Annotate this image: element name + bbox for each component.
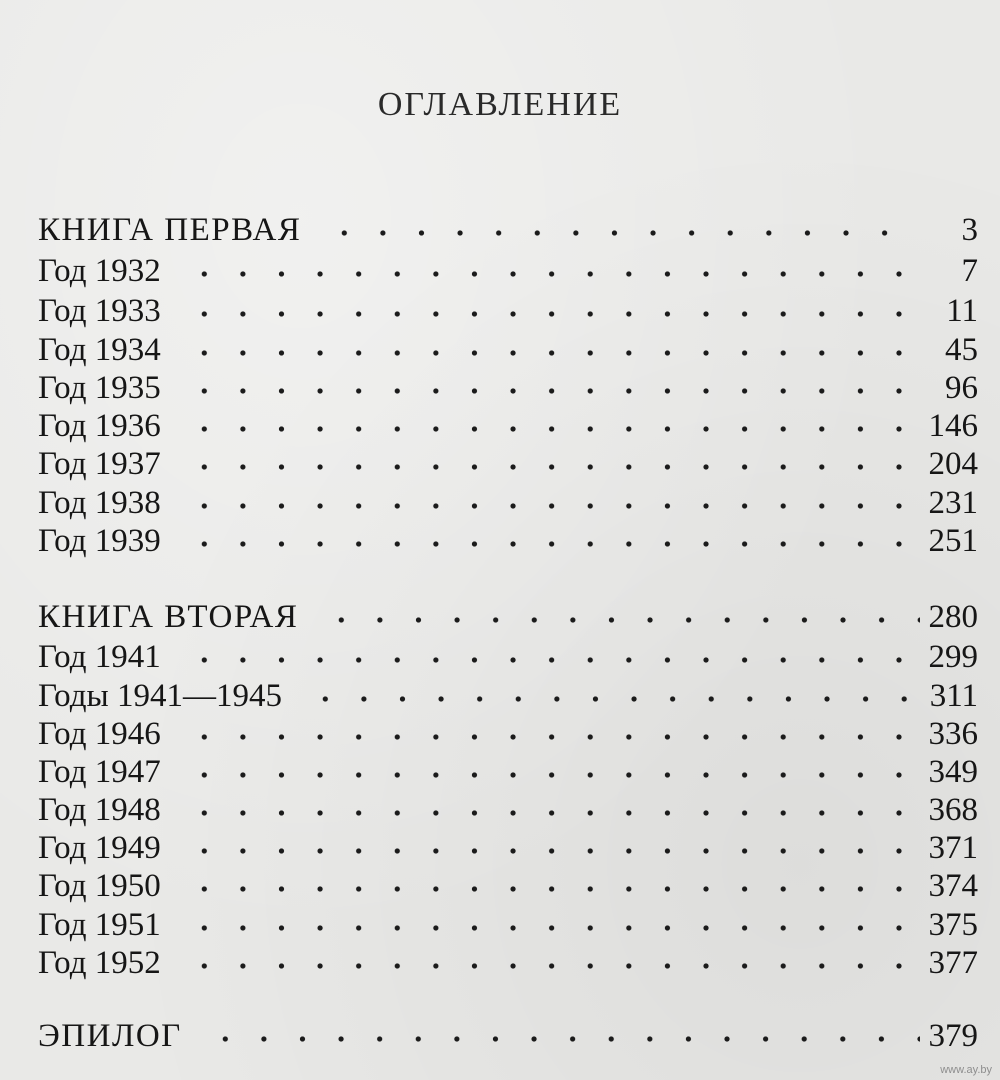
dot-leader <box>175 858 920 896</box>
toc-entry-page: 349 <box>928 754 978 790</box>
toc-entry-title: Год 1934 <box>38 332 161 368</box>
toc-entry-page: 336 <box>928 716 978 752</box>
toc-entry-page: 7 <box>961 253 978 289</box>
toc-entry-title: Год 1935 <box>38 370 161 406</box>
dot-leader <box>175 243 920 281</box>
dot-leader <box>175 629 920 667</box>
toc-entry-page: 45 <box>945 332 978 368</box>
toc-entry-page: 374 <box>928 868 978 904</box>
toc-entry-page: 96 <box>945 370 978 406</box>
toc-entry-page: 11 <box>946 293 978 329</box>
toc-entry-title: Годы 1941—1945 <box>38 678 282 714</box>
toc-entry-title: КНИГА ВТОРАЯ <box>38 599 299 635</box>
toc-entry-page: 379 <box>928 1018 978 1054</box>
toc-entry-page: 299 <box>928 639 978 675</box>
toc-entry-title: Год 1933 <box>38 293 161 329</box>
dot-leader <box>196 1008 920 1046</box>
toc-entry <box>38 243 978 289</box>
toc-entry <box>38 1008 978 1054</box>
toc-entry <box>38 283 978 329</box>
dot-leader <box>175 360 920 398</box>
toc-entry-page: 371 <box>928 830 978 866</box>
toc-entry-title: Год 1936 <box>38 408 161 444</box>
toc-entry-page: 3 <box>961 212 978 248</box>
toc-entry-title: Год 1939 <box>38 523 161 559</box>
toc-entry-page: 231 <box>928 485 978 521</box>
toc-entry <box>38 744 978 790</box>
toc-entry <box>38 897 978 943</box>
toc-entry <box>38 782 978 828</box>
toc-entry-page: 311 <box>929 678 978 714</box>
toc-entry-title: КНИГА ПЕРВАЯ <box>38 212 302 248</box>
toc-entry <box>38 436 978 482</box>
toc-entry-title: Год 1947 <box>38 754 161 790</box>
dot-leader <box>175 820 920 858</box>
toc-entry <box>38 475 978 521</box>
dot-leader <box>175 513 920 551</box>
toc-entry <box>38 322 978 368</box>
toc-entry <box>38 360 978 406</box>
toc-entry <box>38 202 978 248</box>
dot-leader <box>296 668 920 706</box>
dot-leader <box>315 202 920 240</box>
toc-entry-page: 368 <box>928 792 978 828</box>
toc-entry-title: ЭПИЛОГ <box>38 1018 182 1054</box>
toc-entry-title: Год 1949 <box>38 830 161 866</box>
toc-entry <box>38 513 978 559</box>
toc-entry <box>38 668 978 714</box>
toc-entry <box>38 858 978 904</box>
page-title: ОГЛАВЛЕНИЕ <box>377 86 623 123</box>
dot-leader <box>175 782 920 820</box>
toc-entry-page: 146 <box>928 408 978 444</box>
dot-leader <box>175 744 920 782</box>
dot-leader <box>175 436 920 474</box>
toc-entry <box>38 589 978 635</box>
toc-entry-title: Год 1951 <box>38 907 161 943</box>
toc-entry-page: 375 <box>928 907 978 943</box>
dot-leader <box>312 589 920 627</box>
toc-entry-page: 204 <box>928 446 978 482</box>
toc-entry <box>38 706 978 752</box>
toc-entry-title: Год 1952 <box>38 945 161 981</box>
dot-leader <box>175 897 920 935</box>
toc-entry <box>38 629 978 675</box>
toc-entry-page: 251 <box>928 523 978 559</box>
toc-entry-title: Год 1948 <box>38 792 161 828</box>
toc-entry <box>38 398 978 444</box>
toc-entry-title: Год 1938 <box>38 485 161 521</box>
toc-entry-title: Год 1932 <box>38 253 161 289</box>
dot-leader <box>175 935 920 973</box>
dot-leader <box>175 706 920 744</box>
table-of-contents <box>38 0 988 1080</box>
toc-entry-title: Год 1950 <box>38 868 161 904</box>
toc-entry-page: 280 <box>928 599 978 635</box>
toc-entry-title: Год 1946 <box>38 716 161 752</box>
dot-leader <box>175 475 920 513</box>
toc-entry-page: 377 <box>928 945 978 981</box>
dot-leader <box>175 283 920 321</box>
dot-leader <box>175 322 920 360</box>
toc-entry-title: Год 1937 <box>38 446 161 482</box>
watermark: www.ay.by <box>940 1064 992 1076</box>
toc-entry <box>38 820 978 866</box>
dot-leader <box>175 398 920 436</box>
toc-entry-title: Год 1941 <box>38 639 161 675</box>
toc-entry <box>38 935 978 981</box>
